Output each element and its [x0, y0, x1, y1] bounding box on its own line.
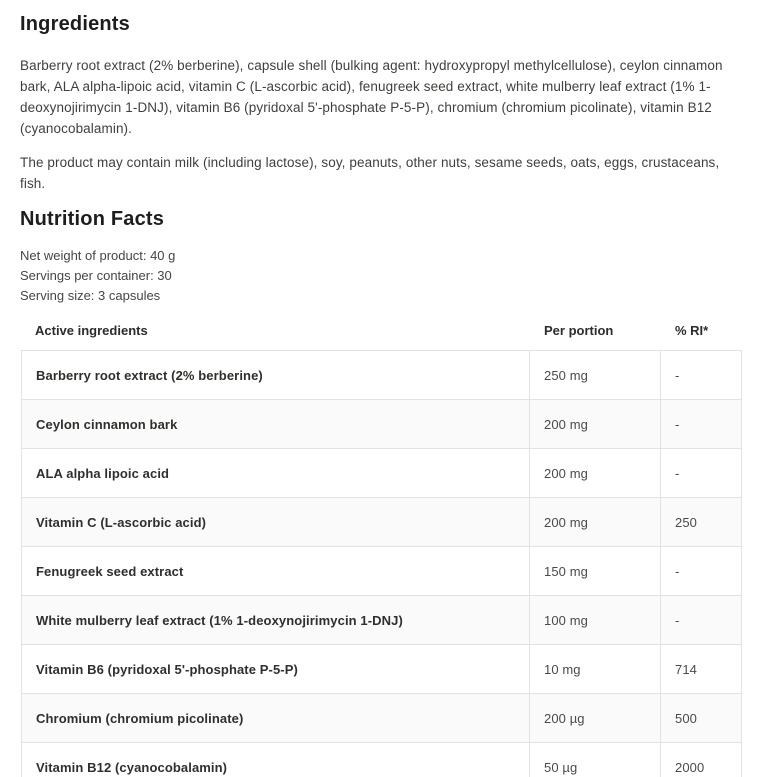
ingredient-name: ALA alpha lipoic acid	[22, 449, 530, 497]
nutrition-table-body	[21, 350, 742, 777]
col-header-ri: % RI*	[675, 322, 709, 338]
allergen-note-text: The product may contain milk (including lactose), soy, peanuts, other nuts, sesame seeds, oats, eggs, crustaceans, fish.	[20, 155, 720, 191]
ingredient-name: Vitamin B12 (cyanocobalamin)	[22, 743, 530, 777]
table-row	[22, 645, 741, 694]
ingredient-amount: 200 µg	[530, 694, 661, 742]
ingredient-amount: 50 µg	[530, 743, 661, 777]
ingredient-name: Ceylon cinnamon bark	[22, 400, 530, 448]
ingredient-ri: -	[675, 563, 680, 579]
ingredient-name: Vitamin C (L-ascorbic acid)	[22, 498, 530, 546]
table-row	[22, 547, 741, 596]
ingredient-ri: -	[675, 367, 680, 383]
ingredient-ri: 250	[675, 514, 697, 530]
ingredient-ri: 500	[675, 710, 697, 726]
table-row	[22, 449, 741, 498]
nutrition-meta	[20, 246, 742, 306]
col-header-per-portion: Per portion	[544, 322, 614, 338]
ingredient-ri: -	[675, 612, 680, 628]
ingredient-amount: 10 mg	[530, 645, 661, 693]
ingredient-amount: 200 mg	[530, 400, 661, 448]
ingredients-composition-text: Barberry root extract (2% berberine), capsule shell (bulking agent: hydroxypropyl methylcellulose), ceylon cinnamon bark, ALA alpha-lipoic acid, vitamin C (L-ascorbic acid), fenugreek seed extract, white mulberry leaf extract (1% 1-deoxynojirimycin 1-DNJ), vitamin B6 (pyridoxal 5'-phosphate P-5-P), chromium (chromium picolinate), vitamin B12 (cyanocobalamin).	[20, 58, 723, 136]
ingredient-name: Vitamin B6 (pyridoxal 5'-phosphate P-5-P)	[22, 645, 530, 693]
table-row	[22, 400, 741, 449]
ingredients-title: Ingredients	[20, 13, 130, 35]
ingredient-ri: 714	[675, 661, 697, 677]
table-row	[22, 351, 741, 400]
ingredient-name: Chromium (chromium picolinate)	[22, 694, 530, 742]
ingredient-amount: 100 mg	[530, 596, 661, 644]
nutrition-facts-title: Nutrition Facts	[20, 208, 165, 230]
ingredient-name: Barberry root extract (2% berberine)	[22, 351, 530, 399]
table-row	[22, 743, 741, 777]
serving-size-text: Serving size: 3 capsules	[20, 288, 161, 303]
ingredient-amount: 200 mg	[530, 449, 661, 497]
ingredient-ri: -	[675, 416, 680, 432]
ingredient-amount: 200 mg	[530, 498, 661, 546]
ingredient-name: Fenugreek seed extract	[22, 547, 530, 595]
ingredient-ri: 2000	[675, 760, 705, 775]
net-weight-text: Net weight of product: 40 g	[20, 248, 176, 263]
ingredient-name: White mulberry leaf extract (1% 1-deoxynojirimycin 1-DNJ)	[22, 596, 530, 644]
col-header-active-ingredients: Active ingredients	[35, 322, 148, 338]
ingredient-ri: -	[675, 465, 680, 481]
ingredient-amount: 250 mg	[530, 351, 661, 399]
nutrition-table	[20, 310, 742, 777]
table-row	[22, 498, 741, 547]
table-row	[22, 596, 741, 645]
ingredient-amount: 150 mg	[530, 547, 661, 595]
table-row	[22, 694, 741, 743]
servings-per-container-text: Servings per container: 30	[20, 268, 172, 283]
nutrition-table-header-row	[21, 310, 742, 350]
